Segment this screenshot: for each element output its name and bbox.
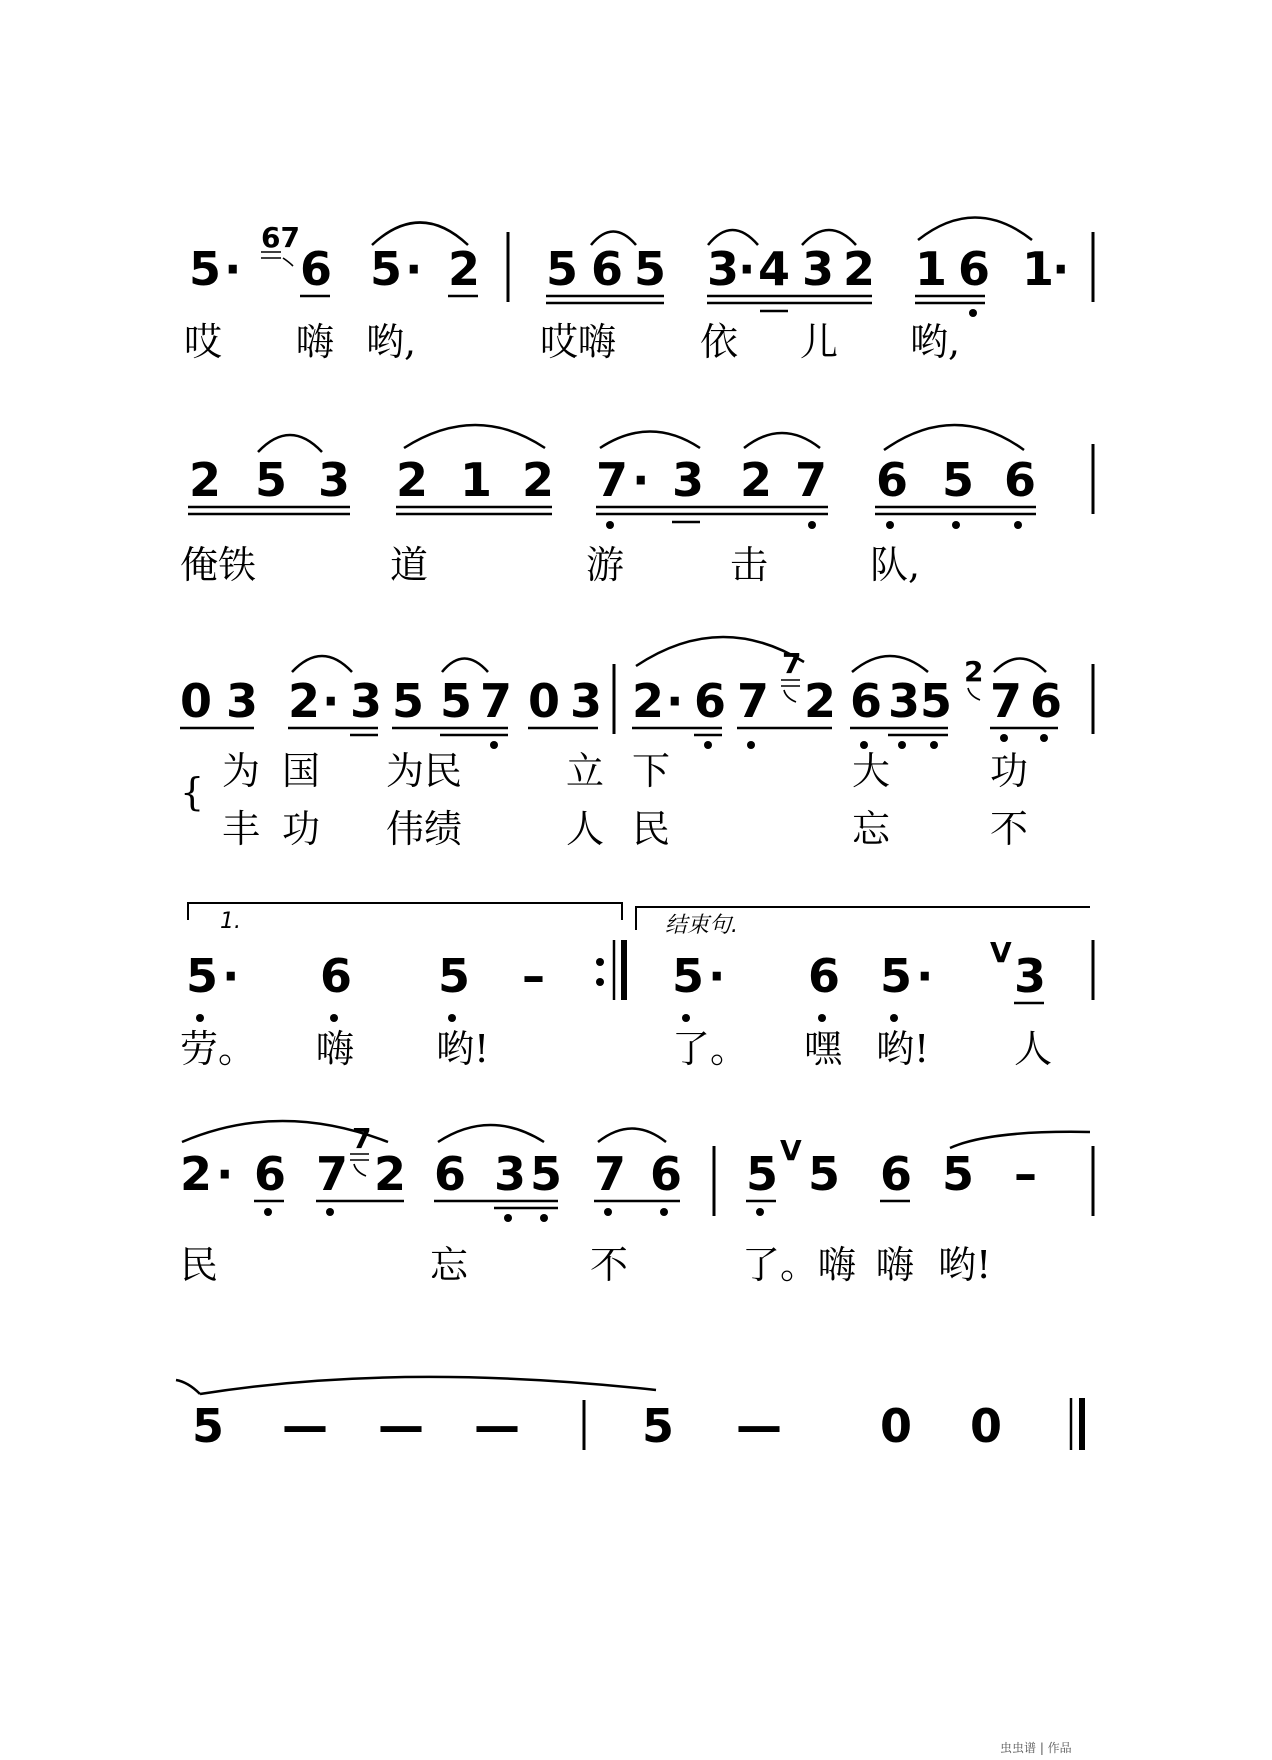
note: 0 — [970, 1399, 1003, 1453]
note: 2 — [632, 674, 665, 728]
dash: — — [282, 1399, 328, 1453]
note: 3 — [350, 674, 383, 728]
note: 1 — [915, 242, 948, 296]
slur — [636, 637, 804, 666]
verse-brace: { — [180, 770, 205, 814]
lyric: 道 — [390, 543, 429, 587]
slur — [598, 1129, 666, 1143]
row-4 — [180, 903, 1093, 1071]
octave-dot — [1040, 734, 1048, 742]
octave-dot — [540, 1214, 548, 1222]
lyric: 大 — [852, 749, 891, 793]
note: 2 — [522, 453, 555, 507]
note: 5 — [392, 674, 425, 728]
lyric: 伟绩 — [386, 807, 463, 851]
lyric: 队, — [870, 543, 921, 587]
note: 6 — [1030, 674, 1063, 728]
slur — [994, 659, 1046, 673]
lyric: 下 — [632, 749, 671, 793]
octave-dot — [606, 521, 614, 529]
breath-mark: V — [780, 1134, 802, 1167]
slur — [600, 432, 700, 449]
note: 2 — [804, 674, 837, 728]
row-3 — [180, 637, 1093, 851]
lyric: 了。嗨 — [742, 1243, 857, 1287]
octave-dot — [330, 1014, 338, 1022]
octave-dot — [890, 1014, 898, 1022]
note: 3 — [672, 453, 705, 507]
slur — [918, 218, 1032, 241]
note: 3 — [226, 674, 259, 728]
lyric: 劳。 — [180, 1027, 257, 1071]
lyric: 嗨 — [316, 1027, 355, 1071]
note: 7 — [990, 674, 1023, 728]
lyric: 哟, — [366, 320, 417, 364]
note: 2 — [396, 453, 429, 507]
dot: · — [216, 1147, 234, 1201]
lyric: 游 — [586, 543, 625, 587]
grace-beam — [261, 252, 293, 266]
volta-bracket-1 — [188, 903, 622, 920]
note: 2 — [843, 242, 876, 296]
octave-dot — [504, 1214, 512, 1222]
lyric: 人 — [1014, 1027, 1053, 1071]
volta-label-1: 1. — [220, 909, 241, 934]
note: 5 — [192, 1399, 225, 1453]
note: 2 — [448, 242, 481, 296]
note: 6 — [591, 242, 624, 296]
note: 5 — [370, 242, 403, 296]
note: 6 — [808, 949, 841, 1003]
dash: – — [1014, 1147, 1037, 1201]
octave-dot — [952, 521, 960, 529]
note: 6 — [254, 1147, 287, 1201]
octave-dot — [898, 741, 906, 749]
octave-dot — [756, 1208, 764, 1216]
note: 7 — [316, 1147, 349, 1201]
dot: · — [708, 949, 726, 1003]
lyric: 忘 — [852, 807, 891, 851]
lyric: 哟! — [876, 1027, 930, 1071]
note: 6 — [650, 1147, 683, 1201]
note: 6 — [434, 1147, 467, 1201]
note: 6 — [850, 674, 883, 728]
row-5 — [180, 1121, 1093, 1287]
grace-beam — [350, 1154, 369, 1176]
dot: · — [666, 674, 684, 728]
lyric: 哟! — [938, 1243, 992, 1287]
octave-dot — [704, 741, 712, 749]
note: 5 — [530, 1147, 563, 1201]
grace-note: 7 — [782, 647, 802, 680]
lyric: 了。 — [672, 1027, 749, 1071]
note: 7 — [594, 1147, 627, 1201]
dot: · — [1052, 242, 1070, 296]
lyric: 哎 — [184, 320, 223, 364]
note: 5 — [942, 453, 975, 507]
note: 2 — [180, 1147, 213, 1201]
dash: — — [474, 1399, 520, 1453]
dot: · — [916, 949, 934, 1003]
watermark: 虫虫谱 | 作品 — [1000, 1741, 1072, 1755]
note: 4 — [758, 242, 791, 296]
slur — [442, 659, 488, 673]
note: 3 — [494, 1147, 527, 1201]
octave-dot — [969, 309, 977, 317]
note: 3 — [1014, 949, 1047, 1003]
note: 5 — [942, 1147, 975, 1201]
lyric: 为 — [222, 749, 261, 793]
octave-dot — [1000, 734, 1008, 742]
slur — [258, 435, 322, 452]
note: 7 — [480, 674, 513, 728]
dash: — — [736, 1399, 782, 1453]
note: 2 — [374, 1147, 407, 1201]
note: 5 — [672, 949, 705, 1003]
octave-dot — [326, 1208, 334, 1216]
octave-dot — [930, 741, 938, 749]
grace-note: 7 — [352, 1122, 372, 1155]
octave-dot — [604, 1208, 612, 1216]
note: 6 — [958, 242, 991, 296]
dot: · — [738, 242, 756, 296]
lyric: 哎嗨 — [540, 320, 617, 364]
dot: · — [224, 242, 242, 296]
note: 3 — [318, 453, 351, 507]
note: 7 — [737, 674, 770, 728]
note: 5 — [189, 242, 222, 296]
slur — [292, 656, 352, 672]
slur — [438, 1125, 544, 1142]
slur — [852, 656, 928, 672]
octave-dot — [490, 741, 498, 749]
lyric: 嗨 — [296, 320, 335, 364]
note: 0 — [528, 674, 561, 728]
note: 3 — [888, 674, 921, 728]
lyric: 民 — [180, 1243, 219, 1287]
lyric: 功 — [990, 749, 1029, 793]
grace-note: 67 — [261, 221, 300, 254]
dot: · — [405, 242, 423, 296]
lyric: 功 — [282, 807, 321, 851]
volta-label-2: 结束句. — [665, 913, 738, 938]
note: 6 — [1004, 453, 1037, 507]
octave-dot — [660, 1208, 668, 1216]
tie-continuation — [176, 1380, 200, 1394]
note: 6 — [694, 674, 727, 728]
note: 5 — [808, 1147, 841, 1201]
note: 0 — [880, 1399, 913, 1453]
lyric: 嗨 — [876, 1243, 915, 1287]
lyric: 哟, — [910, 320, 961, 364]
row-6 — [176, 1377, 1082, 1453]
note: 1 — [460, 453, 493, 507]
note: 5 — [438, 949, 471, 1003]
note: 5 — [880, 949, 913, 1003]
lyric: 人 — [566, 807, 605, 851]
note: 2 — [189, 453, 222, 507]
grace-beam — [781, 680, 800, 702]
note: 3 — [570, 674, 603, 728]
note: 6 — [300, 242, 333, 296]
grace-note: 2 — [964, 655, 984, 688]
dash: – — [522, 949, 545, 1003]
octave-dot — [808, 521, 816, 529]
lyric: 俺铁 — [180, 543, 257, 587]
repeat-dot — [596, 958, 604, 966]
slur — [404, 425, 545, 448]
octave-dot — [448, 1014, 456, 1022]
tie — [200, 1377, 656, 1394]
lyric: 国 — [282, 749, 321, 793]
lyric: 为民 — [386, 749, 463, 793]
repeat-dot — [596, 978, 604, 986]
lyric: 立 — [566, 749, 605, 793]
slur — [884, 425, 1024, 450]
grace-beam — [968, 688, 980, 700]
note: 7 — [795, 453, 828, 507]
tie — [950, 1132, 1090, 1148]
octave-dot — [196, 1014, 204, 1022]
note: 7 — [596, 453, 629, 507]
lyric: 依 — [700, 320, 739, 364]
dot: · — [322, 674, 340, 728]
note: 3 — [802, 242, 835, 296]
note: 3 — [707, 242, 740, 296]
octave-dot — [264, 1208, 272, 1216]
note: 6 — [880, 1147, 913, 1201]
lyric: 嘿 — [804, 1027, 843, 1071]
breath-mark: V — [990, 936, 1012, 969]
note: 5 — [746, 1147, 779, 1201]
note: 5 — [255, 453, 288, 507]
octave-dot — [818, 1014, 826, 1022]
note: 5 — [634, 242, 667, 296]
lyric: 儿 — [800, 320, 839, 364]
note: 2 — [740, 453, 773, 507]
octave-dot — [886, 521, 894, 529]
note: 5 — [440, 674, 473, 728]
dot: · — [632, 453, 650, 507]
octave-dot — [860, 741, 868, 749]
row-2 — [180, 425, 1093, 587]
note: 6 — [320, 949, 353, 1003]
octave-dot — [747, 741, 755, 749]
dot: · — [222, 949, 240, 1003]
dash: — — [378, 1399, 424, 1453]
note: 2 — [288, 674, 321, 728]
row-1 — [184, 218, 1093, 365]
lyric: 忘 — [430, 1243, 469, 1287]
note: 5 — [642, 1399, 675, 1453]
note: 5 — [186, 949, 219, 1003]
octave-dot — [682, 1014, 690, 1022]
note: 6 — [876, 453, 909, 507]
lyric: 民 — [632, 807, 671, 851]
note: 0 — [180, 674, 213, 728]
lyric: 丰 — [222, 807, 261, 851]
lyric: 哟! — [436, 1027, 490, 1071]
lyric: 击 — [730, 543, 769, 587]
octave-dot — [1014, 521, 1022, 529]
note: 1 — [1022, 242, 1055, 296]
lyric: 不 — [590, 1243, 629, 1287]
note: 5 — [920, 674, 953, 728]
note: 5 — [546, 242, 579, 296]
lyric: 不 — [990, 807, 1029, 851]
slur — [744, 433, 820, 448]
